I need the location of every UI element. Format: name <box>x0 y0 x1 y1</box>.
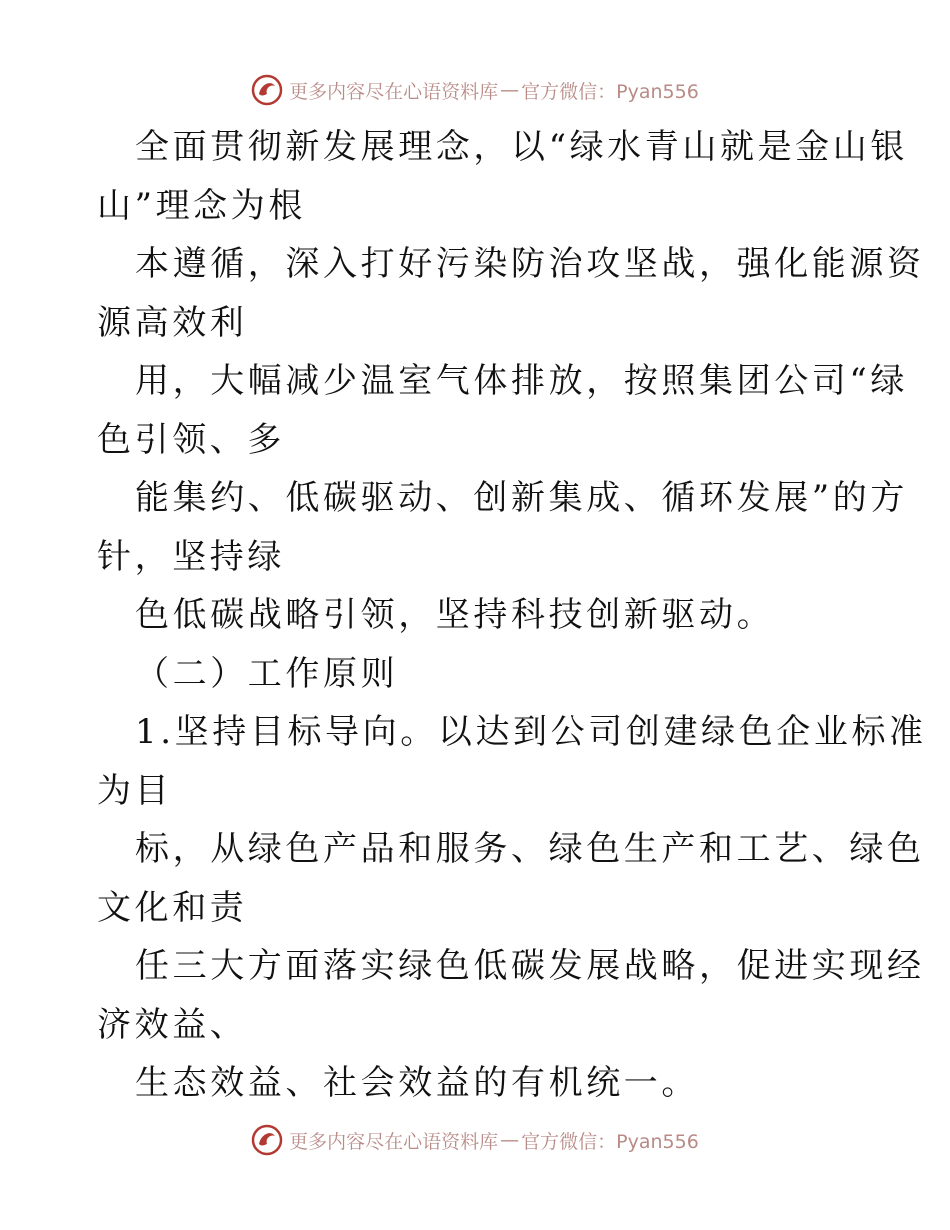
section-heading: （二）工作原则 <box>135 653 399 694</box>
text-line: 能集约、低碳驱动、创新集成、循环发展”的方 <box>135 478 908 518</box>
watermark-text: 更多内容尽在心语资料库 <box>289 1130 499 1153</box>
swirl-seal-icon <box>251 74 283 106</box>
watermark-wechat: 官方微信：Pyan556 <box>521 80 699 103</box>
watermark-text: 更多内容尽在心语资料库 <box>289 80 499 103</box>
text-line: 针，坚持绿 <box>97 536 285 577</box>
text-line: 标，从绿色产品和服务、绿色生产和工艺、绿色 <box>135 829 925 869</box>
footer-watermark <box>0 1120 950 1160</box>
header-watermark <box>0 70 950 110</box>
text-line: 用，大幅减少温室气体排放，按照集团公司“绿 <box>135 361 908 401</box>
watermark-dash: — <box>500 79 520 101</box>
text-line: 文化和责 <box>97 887 248 928</box>
text-line: 源高效利 <box>97 302 248 343</box>
text-line: 色引领、多 <box>97 419 285 460</box>
text-line: 全面贯彻新发展理念，以“绿水青山就是金山银 <box>135 127 908 167</box>
text-line: 生态效益、社会效益的有机统一。 <box>135 1063 699 1103</box>
text-line: 1.坚持目标导向。以达到公司创建绿色企业标准 <box>135 712 927 752</box>
text-line: 山”理念为根 <box>97 185 306 226</box>
text-line: 本遵循，深入打好污染防治攻坚战，强化能源资 <box>135 244 925 284</box>
text-line: 为目 <box>97 770 173 811</box>
swirl-seal-icon <box>251 1124 283 1156</box>
document-body <box>97 118 927 1113</box>
watermark-dash: — <box>500 1129 520 1151</box>
text-line: 色低碳战略引领，坚持科技创新驱动。 <box>135 595 775 635</box>
watermark-wechat: 官方微信：Pyan556 <box>521 1130 699 1153</box>
text-line: 济效益、 <box>97 1004 248 1045</box>
text-line: 任三大方面落实绿色低碳发展战略，促进实现经 <box>135 946 925 986</box>
